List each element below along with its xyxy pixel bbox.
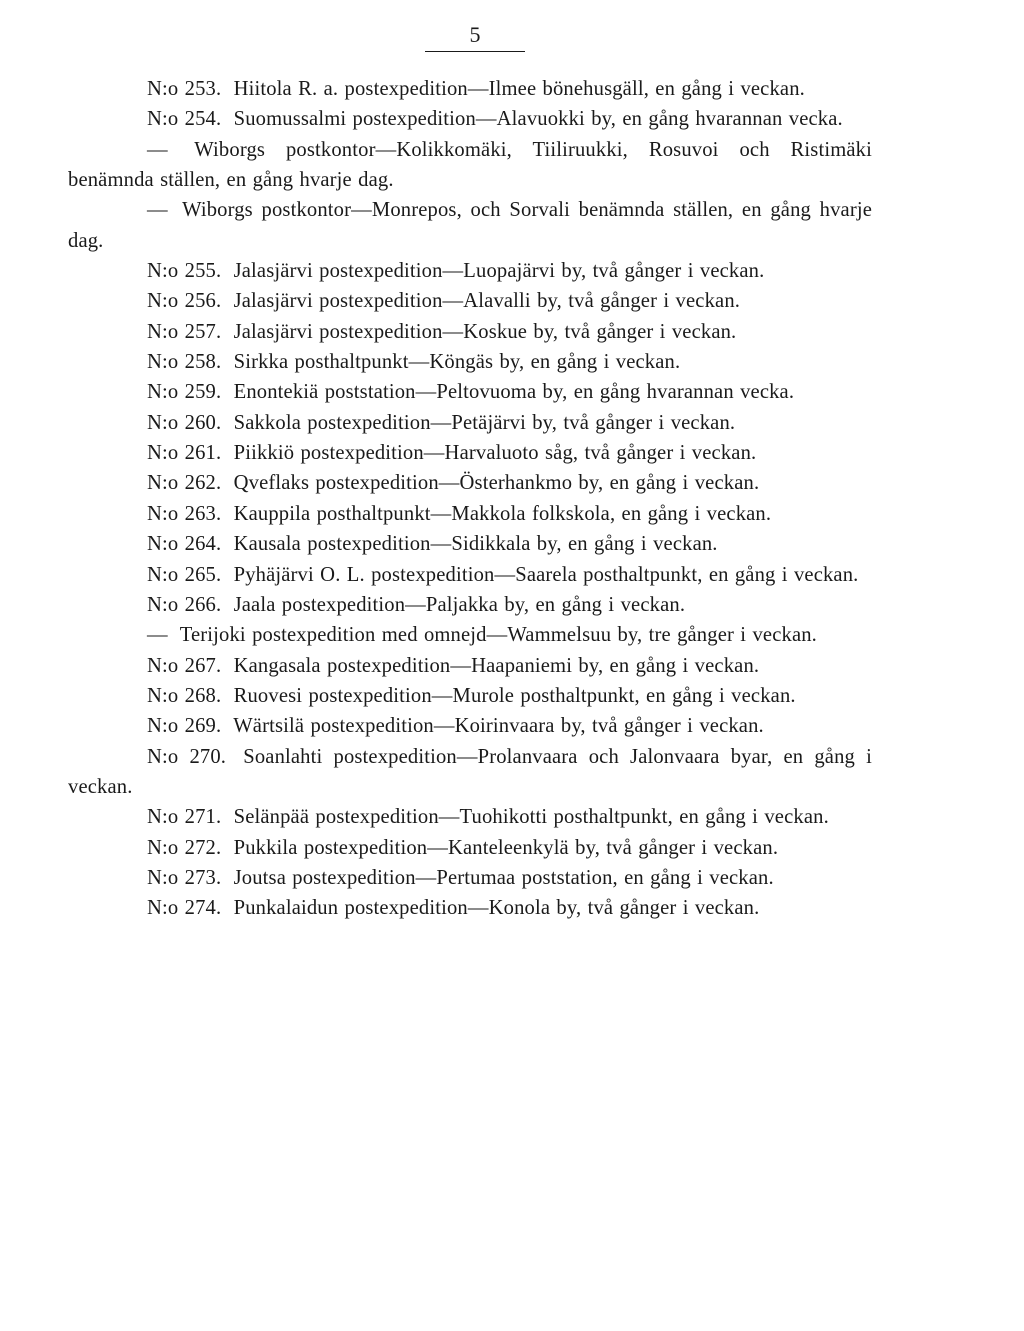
list-item — [68, 802, 872, 832]
entry-number: N:o 265. — [147, 563, 222, 586]
page-number: 5 — [425, 22, 525, 52]
list-item — [68, 317, 872, 347]
entry-text: Wiborgs postkontor—Monrepos, och Sorvali benämnda ställen, en gång hvarje dag. — [68, 199, 872, 252]
list-item — [68, 256, 872, 286]
list-item — [68, 347, 872, 377]
entry-number: N:o 274. — [147, 897, 222, 920]
entry-text: Pyhäjärvi O. L. postexpedition—Saarela posthaltpunkt, en gång i veckan. — [233, 563, 859, 586]
entry-text: Qveflaks postexpedition—Österhankmo by, en gång i veckan. — [233, 472, 760, 495]
list-item — [68, 74, 872, 104]
list-item — [68, 195, 872, 256]
list-item — [68, 711, 872, 741]
entry-text: Kausala postexpedition—Sidikkala by, en gång i veckan. — [233, 533, 718, 556]
entry-text: Jalasjärvi postexpedition—Luopajärvi by, två gånger i veckan. — [233, 260, 765, 283]
entry-number: N:o 254. — [147, 108, 222, 131]
entry-text: Joutsa postexpedition—Pertumaa poststation, en gång i veckan. — [233, 866, 774, 889]
entry-number: N:o 270. — [147, 745, 227, 768]
list-item — [68, 590, 872, 620]
list-item — [68, 499, 872, 529]
list-item — [68, 651, 872, 681]
entry-text: Jaala postexpedition—Paljakka by, en gång i veckan. — [233, 593, 686, 616]
entry-number: N:o 268. — [147, 684, 222, 707]
entry-number: N:o 266. — [147, 593, 222, 616]
entry-number: N:o 260. — [147, 411, 222, 434]
list-item — [68, 863, 872, 893]
entry-text: Piikkiö postexpedition—Harvaluoto såg, två gånger i veckan. — [233, 442, 757, 465]
list-item — [68, 438, 872, 468]
entry-text: Suomussalmi postexpedition—Alavuokki by, en gång hvarannan vecka. — [233, 108, 843, 131]
entry-number: N:o 258. — [147, 351, 222, 374]
entry-text: Enontekiä poststation—Peltovuoma by, en gång hvarannan vecka. — [233, 381, 795, 404]
list-item — [68, 560, 872, 590]
entry-text: Wiborgs postkontor—Kolikkomäki, Tiiliruukki, Rosuvoi och Ristimäki benämnda ställen, en gång hvarje dag. — [68, 138, 872, 192]
entry-text: Punkalaidun postexpedition—Konola by, två gånger i veckan. — [233, 897, 760, 920]
entry-number: — — [147, 199, 168, 222]
entry-text: Wärtsilä postexpedition—Koirinvaara by, två gånger i veckan. — [233, 715, 764, 738]
entry-text: Sakkola postexpedition—Petäjärvi by, två gånger i veckan. — [233, 411, 736, 434]
entry-number: N:o 269. — [147, 715, 222, 738]
list-item — [68, 893, 872, 923]
list-item — [68, 529, 872, 559]
entry-text: Jalasjärvi postexpedition—Koskue by, två gånger i veckan. — [233, 320, 737, 343]
entry-text: Pukkila postexpedition—Kanteleenkylä by, två gånger i veckan. — [233, 836, 779, 859]
entry-number: N:o 267. — [147, 654, 222, 677]
list-item — [68, 104, 872, 134]
entry-list — [68, 74, 872, 924]
entry-text: Jalasjärvi postexpedition—Alavalli by, två gånger i veckan. — [233, 290, 741, 313]
entry-number: N:o 255. — [147, 260, 222, 283]
list-item — [68, 408, 872, 438]
entry-number: — — [147, 138, 168, 161]
entry-text: Soanlahti postexpedition—Prolanvaara och Jalonvaara byar, en gång i veckan. — [68, 745, 872, 798]
entry-number: — — [147, 624, 168, 647]
entry-number: N:o 262. — [147, 472, 222, 495]
entry-number: N:o 257. — [147, 320, 222, 343]
entry-number: N:o 256. — [147, 290, 222, 313]
entry-number: N:o 263. — [147, 502, 222, 525]
entry-text: Hiitola R. a. postexpedition—Ilmee bönehusgäll, en gång i veckan. — [233, 78, 805, 100]
entry-text: Selänpää postexpedition—Tuohikotti posthaltpunkt, en gång i veckan. — [233, 806, 829, 829]
list-item — [68, 742, 872, 803]
entry-number: N:o 271. — [147, 806, 222, 829]
entry-text: Kauppila posthaltpunkt—Makkola folkskola, en gång i veckan. — [233, 502, 772, 525]
list-item — [68, 681, 872, 711]
list-item — [68, 620, 872, 650]
list-item — [68, 286, 872, 316]
entry-text: Terijoki postexpedition med omnejd—Wammelsuu by, tre gånger i veckan. — [179, 624, 817, 647]
entry-text: Ruovesi postexpedition—Murole posthaltpunkt, en gång i veckan. — [233, 684, 796, 707]
entry-number: N:o 253. — [147, 78, 222, 100]
list-item — [68, 468, 872, 498]
list-item — [68, 377, 872, 407]
list-item — [68, 135, 872, 196]
entry-number: N:o 273. — [147, 866, 222, 889]
list-item — [68, 833, 872, 863]
entry-number: N:o 264. — [147, 533, 222, 556]
entry-number: N:o 259. — [147, 381, 222, 404]
entry-number: N:o 261. — [147, 442, 222, 465]
entry-text: Sirkka posthaltpunkt—Köngäs by, en gång i veckan. — [233, 351, 681, 374]
entry-text: Kangasala postexpedition—Haapaniemi by, en gång i veckan. — [233, 654, 760, 677]
entry-number: N:o 272. — [147, 836, 222, 859]
